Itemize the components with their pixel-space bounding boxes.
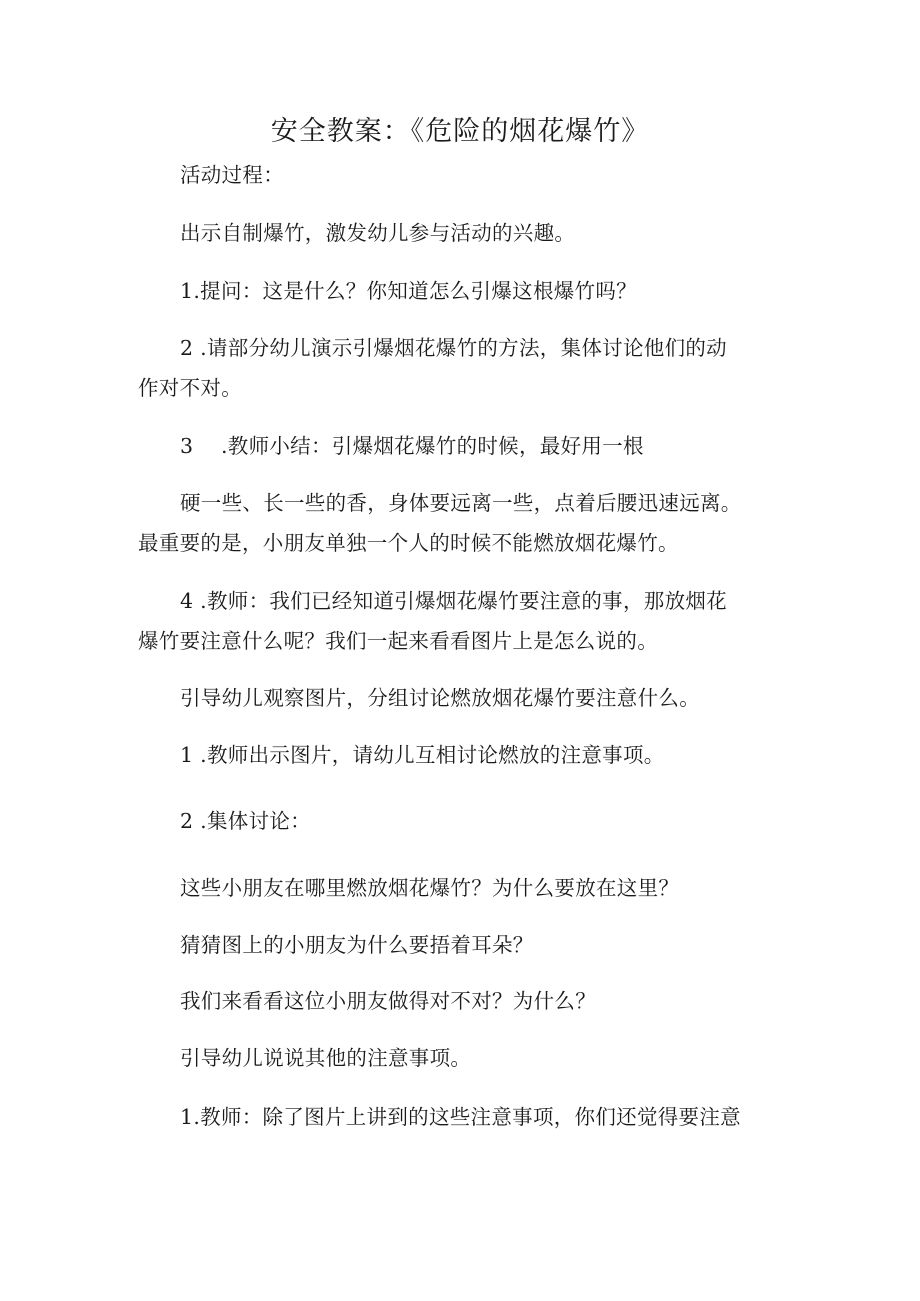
text-line: 1.提问：这是什么？你知道怎么引爆这根爆竹吗？ <box>180 279 637 303</box>
document-title: 安全教案：《危险的烟花爆竹》 <box>270 116 650 147</box>
text-line: 引导幼儿说说其他的注意事项。 <box>180 1046 472 1070</box>
text-line: 2 .请部分幼儿演示引爆烟花爆竹的方法，集体讨论他们的动 <box>180 336 727 360</box>
text-line: 我们来看看这位小朋友做得对不对？为什么？ <box>180 989 596 1013</box>
text-line: 引导幼儿观察图片，分组讨论燃放烟花爆竹要注意什么。 <box>180 686 700 710</box>
text-line: 硬一些、长一些的香，身体要远离一些，点着后腰迅速远离。 <box>180 491 742 515</box>
text-line: 作对不对。 <box>138 376 242 400</box>
text-line: 4 .教师：我们已经知道引爆烟花爆竹要注意的事，那放烟花 <box>180 589 727 613</box>
text-line-activity-process: 活动过程： <box>180 163 284 187</box>
text-line: 出示自制爆竹，激发幼儿参与活动的兴趣。 <box>180 221 576 245</box>
text-line: 最重要的是，小朋友单独一个人的时候不能燃放烟花爆竹。 <box>138 531 679 555</box>
text-line: 2 .集体讨论： <box>180 809 311 833</box>
text-line: 1.教师：除了图片上讲到的这些注意事项，你们还觉得要注意 <box>180 1105 741 1129</box>
text-line: 1 .教师出示图片，请幼儿互相讨论燃放的注意事项。 <box>180 743 665 767</box>
text-line: 猜猜图上的小朋友为什么要捂着耳朵？ <box>180 933 534 957</box>
text-line: 这些小朋友在哪里燃放烟花爆竹？为什么要放在这里？ <box>180 876 680 900</box>
text-line: 爆竹要注意什么呢？我们一起来看看图片上是怎么说的。 <box>138 629 658 653</box>
text-line: 3 .教师小结：引爆烟花爆竹的时候，最好用一根 <box>180 434 644 458</box>
